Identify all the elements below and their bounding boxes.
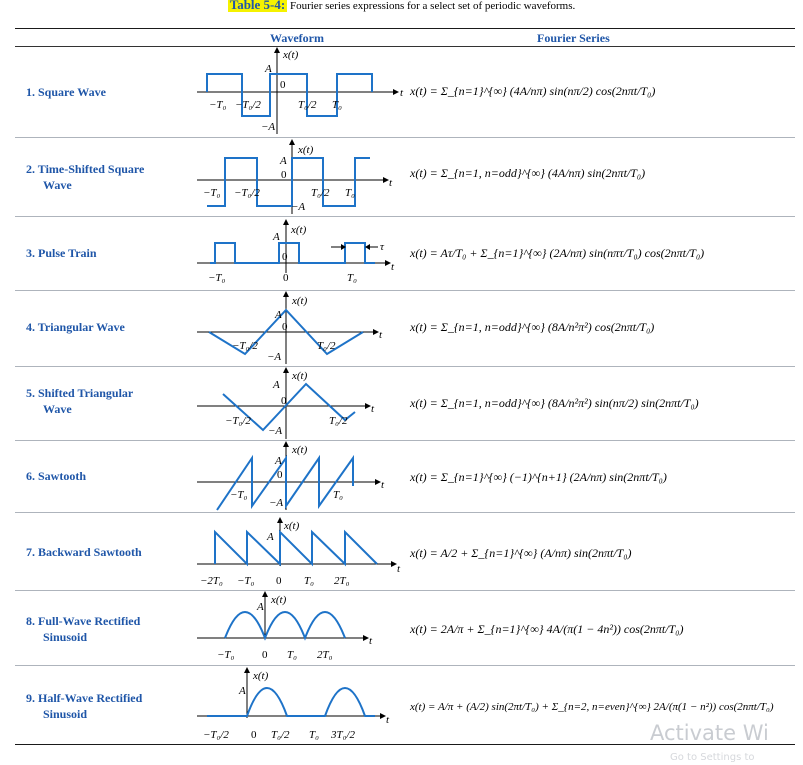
- svg-text:A: A: [239, 685, 246, 697]
- row-separator: [15, 137, 795, 138]
- formula-square-wave: x(t) = Σ_{n=1}^{∞} (4A/nπ) sin(nπ/2) cos(2nπt/T₀): [410, 84, 656, 98]
- svg-text:0: 0: [280, 79, 286, 91]
- svg-text:A: A: [280, 155, 287, 167]
- svg-text:x(t): x(t): [298, 144, 314, 156]
- svg-text:A: A: [265, 63, 272, 75]
- formula-time-shifted-square: x(t) = Σ_{n=1, n=odd}^{∞} (4A/nπ) sin(2nπt/T₀): [410, 166, 646, 180]
- activation-watermark: Activate Wi: [650, 721, 769, 745]
- svg-text:0: 0: [251, 729, 257, 741]
- svg-text:−A: −A: [268, 425, 283, 437]
- row-label-sawtooth: 6. Sawtooth: [26, 469, 87, 483]
- svg-text:A: A: [275, 309, 282, 321]
- row-separator: [15, 590, 795, 591]
- svg-text:T₀: T₀: [345, 187, 355, 199]
- svg-text:T₀/2: T₀/2: [311, 187, 330, 199]
- waveform-pulse-train: [195, 218, 405, 290]
- svg-text:t: t: [389, 177, 393, 189]
- svg-text:0: 0: [281, 395, 287, 407]
- formula-half-wave-rectified: x(t) = A/π + (A/2) sin(2πt/T₀) + Σ_{n=2, n=even}^{∞} 2A/(π(1 − n²)) cos(2nπt/T₀): [410, 701, 774, 713]
- svg-text:T₀: T₀: [287, 649, 297, 661]
- svg-text:0: 0: [276, 575, 282, 587]
- header-waveform: Waveform: [270, 31, 324, 45]
- formula-sawtooth: x(t) = Σ_{n=1}^{∞} (−1)^{n+1} (2A/nπ) sin(2nπt/T₀): [410, 470, 667, 484]
- svg-text:−T₀: −T₀: [203, 187, 221, 199]
- row-separator: [15, 665, 795, 666]
- row-separator: [15, 440, 795, 441]
- svg-text:T₀: T₀: [304, 575, 314, 587]
- svg-text:t: t: [381, 479, 385, 491]
- svg-text:−T₀/2: −T₀/2: [225, 415, 251, 427]
- waveform-backward-sawtooth: [195, 514, 405, 590]
- formula-shifted-triangular: x(t) = Σ_{n=1, n=odd}^{∞} (8A/n²π²) sin(nπ/2) sin(2nπt/T₀): [410, 396, 699, 410]
- svg-text:t: t: [386, 714, 390, 726]
- svg-text:T₀: T₀: [332, 99, 342, 111]
- svg-text:−T₀/2: −T₀/2: [235, 99, 261, 111]
- header-fourier: Fourier Series: [537, 31, 610, 45]
- formula-pulse-train: x(t) = Aτ/T₀ + Σ_{n=1}^{∞} (2A/nπ) sin(nπτ/T₀) cos(2nπt/T₀): [410, 246, 705, 260]
- svg-text:−T₀: −T₀: [217, 649, 235, 661]
- row-label-time-shifted-square: 2. Time-Shifted Square Wave: [26, 162, 145, 192]
- svg-text:0: 0: [282, 251, 288, 263]
- waveform-sawtooth: [195, 440, 405, 512]
- row-label-square-wave: 1. Square Wave: [26, 85, 106, 99]
- svg-text:−T₀/2: −T₀/2: [232, 340, 258, 352]
- svg-text:−T₀: −T₀: [237, 575, 255, 587]
- svg-text:x(t): x(t): [284, 520, 300, 532]
- waveform-triangular: [195, 290, 405, 366]
- svg-text:x(t): x(t): [292, 444, 308, 456]
- formula-triangular-wave: x(t) = Σ_{n=1, n=odd}^{∞} (8A/n²π²) cos(2nπt/T₀): [410, 320, 655, 334]
- svg-text:−A: −A: [269, 497, 284, 509]
- svg-text:A: A: [275, 455, 282, 467]
- formula-full-wave-rectified: x(t) = 2A/π + Σ_{n=1}^{∞} 4A/(π(1 − 4n²)) cos(2nπt/T₀): [410, 622, 684, 636]
- svg-text:3T₀/2: 3T₀/2: [331, 729, 355, 741]
- svg-text:x(t): x(t): [292, 295, 308, 307]
- svg-text:T₀/2: T₀/2: [298, 99, 317, 111]
- formula-backward-sawtooth: x(t) = A/2 + Σ_{n=1}^{∞} (A/nπ) sin(2nπt/T₀): [410, 546, 632, 560]
- svg-text:2T₀: 2T₀: [317, 649, 333, 661]
- svg-text:x(t): x(t): [292, 370, 308, 382]
- waveform-shifted-triangular: [195, 366, 405, 440]
- svg-text:T₀/2: T₀/2: [271, 729, 290, 741]
- caption-text: Fourier series expressions for a select set of periodic waveforms.: [287, 0, 576, 12]
- svg-text:2T₀: 2T₀: [334, 575, 350, 587]
- svg-text:T₀: T₀: [347, 272, 357, 284]
- waveform-half-wave-rectified: [195, 666, 405, 744]
- svg-text:A: A: [273, 379, 280, 391]
- svg-text:t: t: [397, 563, 401, 575]
- table-caption: [0, 0, 803, 14]
- svg-text:t: t: [379, 329, 383, 341]
- svg-text:0: 0: [262, 649, 268, 661]
- svg-text:T₀/2: T₀/2: [317, 340, 336, 352]
- svg-text:x(t): x(t): [271, 594, 287, 606]
- svg-text:−A: −A: [261, 121, 276, 133]
- header-rule: [15, 46, 795, 47]
- svg-text:0: 0: [282, 321, 288, 333]
- row-separator: [15, 290, 795, 291]
- waveform-time-shifted-square: [195, 138, 405, 216]
- waveform-square: [195, 44, 405, 136]
- svg-text:−A: −A: [291, 201, 306, 213]
- svg-text:x(t): x(t): [253, 670, 269, 682]
- table-number: Table 5-4:: [228, 0, 288, 12]
- row-label-full-wave: 8. Full-Wave Rectified Sinusoid: [26, 614, 141, 644]
- svg-text:−T₀/2: −T₀/2: [203, 729, 229, 741]
- svg-text:A: A: [257, 601, 264, 613]
- row-label-backward-sawtooth: 7. Backward Sawtooth: [26, 545, 142, 559]
- svg-text:t: t: [391, 261, 395, 273]
- svg-text:0: 0: [281, 169, 287, 181]
- svg-text:x(t): x(t): [283, 49, 299, 61]
- svg-text:0: 0: [277, 469, 283, 481]
- svg-text:−A: −A: [267, 351, 282, 363]
- top-rule: [15, 28, 795, 29]
- svg-text:A: A: [273, 231, 280, 243]
- row-label-triangular-wave: 4. Triangular Wave: [26, 320, 125, 334]
- svg-text:T₀: T₀: [309, 729, 319, 741]
- activation-watermark-sub: Go to Settings to: [670, 752, 755, 763]
- row-label-pulse-train: 3. Pulse Train: [26, 246, 97, 260]
- svg-text:−T₀: −T₀: [208, 272, 226, 284]
- row-separator: [15, 216, 795, 217]
- svg-text:A: A: [267, 531, 274, 543]
- svg-text:−T₀: −T₀: [230, 489, 248, 501]
- svg-text:τ: τ: [380, 241, 384, 253]
- row-separator: [15, 366, 795, 367]
- row-label-shifted-triangular: 5. Shifted Triangular Wave: [26, 386, 134, 416]
- svg-text:T₀: T₀: [333, 489, 343, 501]
- svg-text:x(t): x(t): [291, 224, 307, 236]
- svg-text:t: t: [400, 87, 404, 99]
- svg-text:−T₀/2: −T₀/2: [234, 187, 260, 199]
- svg-text:0: 0: [283, 272, 289, 284]
- svg-text:t: t: [371, 403, 375, 415]
- row-label-half-wave: 9. Half-Wave Rectified Sinusoid: [26, 691, 143, 721]
- row-separator: [15, 512, 795, 513]
- waveform-full-wave-rectified: [195, 590, 405, 665]
- svg-text:T₀/2: T₀/2: [329, 415, 348, 427]
- svg-text:−2T₀: −2T₀: [200, 575, 223, 587]
- svg-text:−T₀: −T₀: [209, 99, 227, 111]
- svg-text:t: t: [369, 635, 373, 647]
